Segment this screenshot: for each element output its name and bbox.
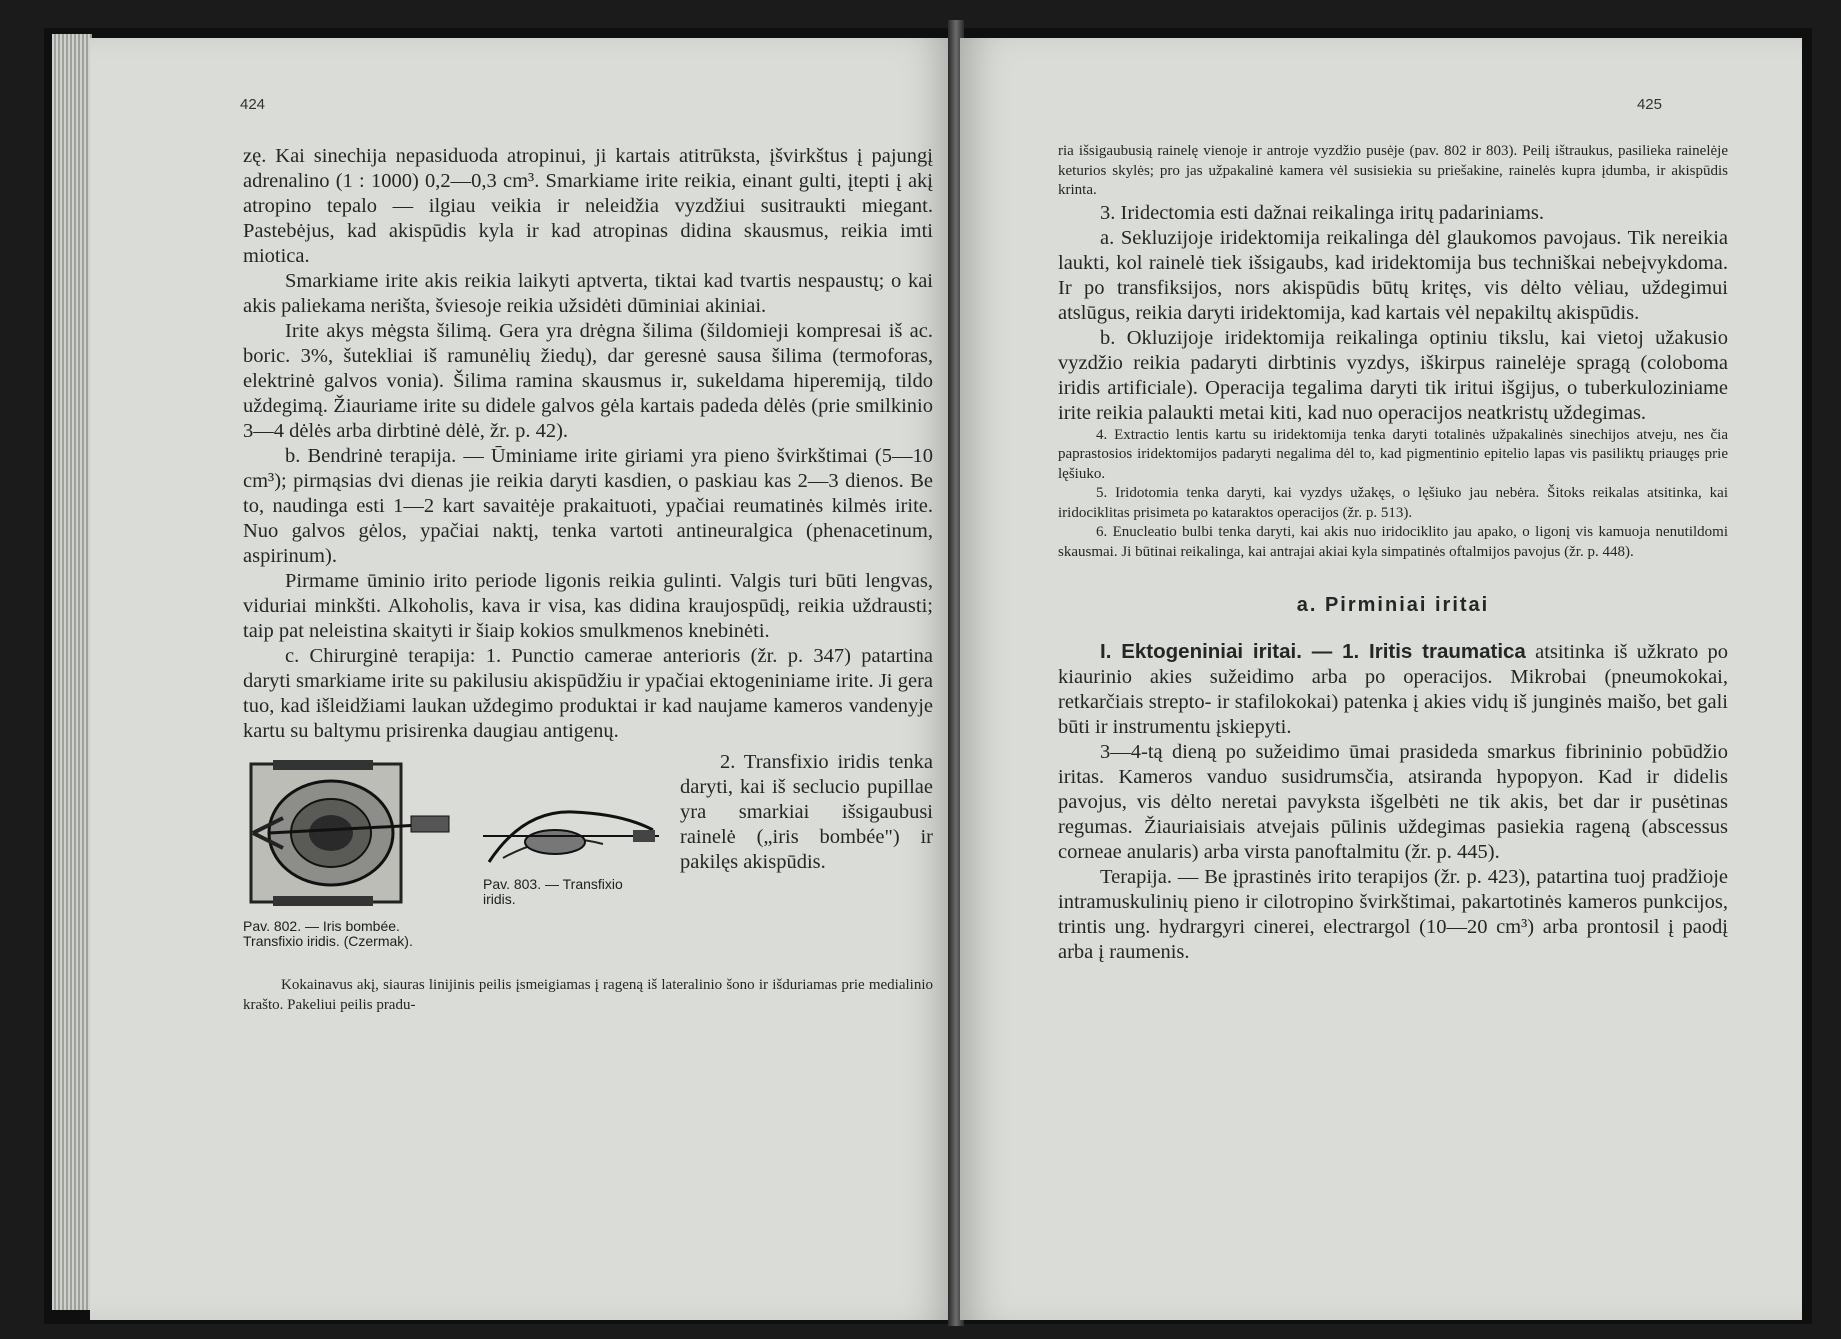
small-print-paragraph: 5. Iridotomia tenka daryti, kai vyzdys užakęs, o lęšiuko jau nebėra. Šitoks reikalas atsitinka, kai iridociklitas prisimeta po kataraktos operacijos (žr. p. 513). <box>1058 485 1728 521</box>
paragraph: Smarkiame irite akis reikia laikyti aptverta, tiktai kad tvartis nespaustų; o kai akis paliekama nerišta, šviesoje reikia užsidėti dūminiai akiniai. <box>243 270 933 317</box>
paragraph: 2. Transfixio iridis tenka daryti, kai iš seclucio pupillae yra smarkiai išsigaubusi rainelė („iris bombée") ir pakilęs akispūdis. <box>680 751 933 873</box>
paragraph: a. Sekluzijoje iridektomija reikalinga dėl glaukomos pavojaus. Tik nereikia laukti, kol rainelė tiek išsigaubs, kad iridektomija bus techniškai nebeįvykdoma. Ir po transfiksijos, nors akispūdis būtų kritęs, vis dėlto vėliau, uždegimui atslūgus, reikia daryti iridektomija, kad kartais vėl nepakiltų akispūdis. <box>1058 226 1728 324</box>
eye-cross-section-illustration-803 <box>483 800 659 868</box>
section-heading: a. Pirminiai iritai <box>1296 594 1490 616</box>
paragraph: 3—4-tą dieną po sužeidimo ūmai prasideda smarkus fibrininio pobūdžio iritas. Kameros vanduo susidrumsčia, atsiranda hypopyon. Kad ir didelis pavojus, vis dėlto neretai pavyksta išgelbėti ne tik akis, bet dar ir pusėtinas regumas. Žiauriaisiais atvejais pūlinis uždegimas pasiekia rageną (abscessus corneae anularis) arba virsta panoftalmitu (žr. p. 445). <box>1058 741 1728 863</box>
paragraph: Irite akys mėgsta šilimą. Gera yra drėgna šilima (šildomieji kompresai iš ac. boric. 3%, šutekliai iš ramunėlių žiedų), dar geresnė sausa šilima (termoforas, elektrinė galvos vonia). Šilima ramina skausmus ir, sukeldama hiperemiją, tildo uždegimą. Žiauriame irite su didele galvos gėla kartais padeda dėlės (prie smilkinio 3—4 dėlės arba dirbtinė dėlė, žr. p. 42). <box>243 320 933 442</box>
figure-802 <box>243 758 455 949</box>
left-page <box>90 38 952 1320</box>
paragraph: zę. Kai sinechija nepasiduoda atropinui, ji kartais atitrūksta, įšvirkštus į pajungį adrenalino (1 : 1000) 0,2—0,3 cm³. Smarkiame irite reikia, einant gulti, įtepti į akį atropino tepalo — ilgiau veikia ir neleidžia vyzdžiui susitraukti miegant. Pastebėjus, kad akispūdis kyla ir kad atropinas didina skausmus, reikia imti miotica. <box>243 145 933 267</box>
paragraph: Pirmame ūminio irito periode ligonis reikia gulinti. Valgis turi būti lengvas, viduriai minkšti. Alkoholis, kava ir visa, kas didina kraujospūdį, reikia uždrausti; taip pat neleistina skaityti ir šiaip kokios smulkmenos knebinėti. <box>243 570 933 642</box>
page-number: 425 <box>1636 96 1662 113</box>
eye-surgery-illustration-802 <box>243 758 455 908</box>
paragraph: c. Chirurginė terapija: 1. Punctio camerae anterioris (žr. p. 347) patartina daryti smarkiame irite su pakilusiu akispūdžiu ir ypačiai ektogeniniame irite. Ji gera tuo, kad išleidžiami laukan uždegimo produktai ir kad naujame kameros vandenyje kartu su baltymu prisirenka daugiau antigenų. <box>243 645 933 742</box>
paragraph: 3. Iridectomia esti dažnai reikalinga iritų padariniams. <box>1100 201 1545 224</box>
lead-heading: I. Ektogeniniai iritai. — 1. Iritis traumatica <box>1100 640 1526 663</box>
paragraph: b. Bendrinė terapija. — Ūminiame irite giriami yra pieno švirkštimai (5—10 cm³); pirmąsias dvi dienas jie reikia daryti kasdien, o paskiau kas 2—3 dienos. Be to, naudinga esti 1—2 kart savaitėje prakaituoti, ypačiai reumatinės kilmės irite. Nuo galvos gėlos, ypačiai naktį, tenka vartoti antineuralgica (phenacetinum, aspirinum). <box>243 445 933 567</box>
small-print-paragraph: ria išsigaubusią rainelę vienoje ir antroje vyzdžio pusėje (pav. 802 ir 803). Peilį ištraukus, pasilieka rainelėje keturios skylės; pro jas užpakalinė kamera vėl susisiekia su priešakine, rainelės kupra įdumba, ir akispūdis krinta. <box>1058 143 1728 198</box>
small-print-paragraph: Kokainavus akį, siauras linijinis peilis įsmeigiamas į rageną iš lateralinio šono ir išduriamas prie medialinio krašto. Pakeliui peilis pradu- <box>243 977 933 1013</box>
page-edges <box>52 34 92 1310</box>
paragraph: Terapija. — Be įprastinės irito terapijos (žr. p. 423), patartina tuoj pradžioje intramuskulinių pieno ir cilotropino švirkštimai, pakartotinės kameros punkcijos, trintis ung. hydrargyri cinerei, electrargol (10—20 cm³) arba prontosil į paodį arba į raumenis. <box>1058 866 1728 963</box>
left-text-column <box>243 144 933 1015</box>
figure-803 <box>483 800 659 907</box>
paragraph <box>1058 639 1728 740</box>
figure-caption: Pav. 802. — Iris bombée. Transfixio iridis. (Czermak). <box>243 918 413 949</box>
lead-text: atsitinka iš užkrato po kiaurinio akies sužeidimo arba po operacijos. Mikrobai (pneumokokai, retkarčiais strepto- ir stafilokokai) patenka į akies vidų iš junginės maišo, bet gali būti ir instrumentu įskiepyti. <box>1058 641 1728 738</box>
small-print-paragraph: 6. Enucleatio bulbi tenka daryti, kai akis nuo iridociklito jau apako, o ligonį vis kamuoja nenutildomi skausmai. Ji būtinai reikalinga, kai antrajai akiai kyla simpatinės oftalmijos pavojus (žr. p. 448). <box>1058 524 1728 560</box>
small-print-paragraph: 4. Extractio lentis kartu su iridektomija tenka daryti totalinės užpakalinės sinechijos atveju, nes čia paprastosios iridektomijos padaryti negalima dėl to, kad pigmentinio epitelio lapas vis pasiliktų priaugęs prie lęšiuko. <box>1058 426 1728 482</box>
figure-row <box>243 750 933 976</box>
figure-caption: Pav. 803. — Transfixio iridis. <box>483 876 623 907</box>
right-page <box>960 38 1802 1320</box>
paragraph: b. Okluzijoje iridektomija reikalinga optiniu tikslu, kai vietoj užakusio vyzdžio reikia padaryti dirbtinis vyzdys, iškirpus rainelėje spragą (coloboma iridis artificiale). Operacija tegalima daryti tik iritui išgijus, o tuberkuloziniame irite reikia palaukti metai kiti, kad nuo operacijos neatkristų uždegimas. <box>1058 326 1728 424</box>
page-number: 424 <box>240 96 266 113</box>
right-text-column <box>1058 142 1728 965</box>
